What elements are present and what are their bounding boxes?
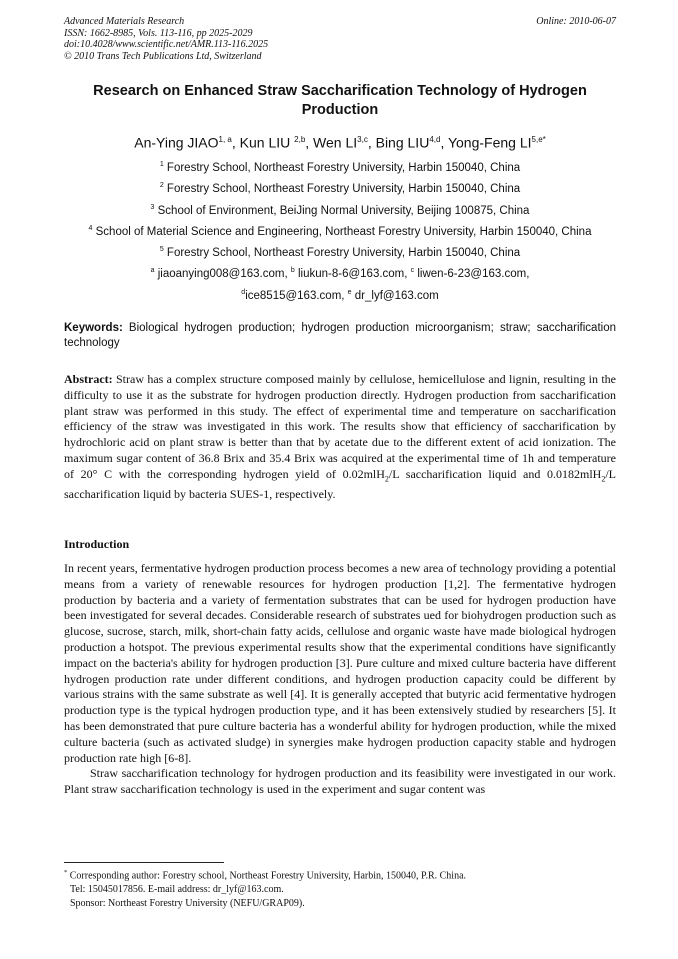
- copyright-line: © 2010 Trans Tech Publications Ltd, Switzerland: [64, 50, 262, 62]
- issn-line: ISSN: 1662-8985, Vols. 113-116, pp 2025-2029: [64, 27, 253, 39]
- affiliation: $^1$ Forestry School, Northeast Forestry University, Harbin 150040, China: [159, 161, 521, 174]
- email-link[interactable]: liwen-6-23@163.com,: [417, 268, 530, 281]
- page-header: [64, 16, 616, 62]
- affiliation-list: [58, 157, 622, 306]
- online-date: Online: 2010-06-07: [536, 16, 616, 27]
- section-heading: Introduction: [64, 537, 130, 551]
- author-name: Bing LIU: [375, 134, 430, 151]
- footnote-sponsor: Sponsor: Northeast Forestry University (NEFU/GRAP09).: [70, 898, 305, 910]
- email-link[interactable]: jiaoanying008@163.com,: [157, 268, 288, 281]
- affiliation: $^2$ Forestry School, Northeast Forestry University, Harbin 150040, China: [159, 182, 521, 196]
- author-sup: 4,d: [429, 135, 441, 144]
- footnote-corresponding: * Corresponding author: Forestry school, Northeast Forestry University, Harbin, 150040, P.R. China.: [64, 869, 467, 882]
- doi-line: doi:10.4028/www.scientific.net/AMR.113-116.2025: [64, 39, 269, 50]
- author-name: Kun LIU: [239, 134, 295, 151]
- author-name: Wen LI: [313, 134, 358, 151]
- paper-title: Research on Enhanced Straw Saccharification Technology of Hydrogen Production: [93, 83, 587, 118]
- email-link[interactable]: liukun-8-6@163.com,: [297, 268, 408, 281]
- keywords-label: Keywords:: [64, 322, 123, 334]
- journal-name: Advanced Materials Research: [64, 16, 185, 27]
- keywords: [64, 321, 616, 351]
- introduction-body: [64, 561, 616, 798]
- email-line: $^a$ jiaoanying008@163.com, $^b$ liukun-8-6@163.com, $^c$ liwen-6-23@163.com,: [150, 267, 530, 281]
- paragraph: Straw saccharification technology for hydrogen production and its feasibility were investigated in our work. Plant straw saccharification technology is used in the experiment and sugar content was: [64, 766, 616, 797]
- author-name: An-Ying JIAO: [134, 134, 219, 151]
- author-sup: 5,e*: [531, 135, 546, 144]
- affiliation: $^3$ School of Environment, BeiJing Normal University, Beijing 100875, China: [150, 203, 530, 217]
- footnote-divider: [64, 862, 224, 863]
- author-list: An-Ying JIAO$^{1, a}$, Kun LIU $^{2,b}$, Wen LI$^{3,c}$, Bing LIU$^{4,d}$, Yong-Feng $LI^{5,e*}$: [134, 134, 546, 151]
- affiliation: $^5$ Forestry School, Northeast Forestry University, Harbin 150040, China: [159, 246, 521, 260]
- email-link[interactable]: dr_lyf@163.com: [354, 289, 439, 302]
- email-link[interactable]: ice8515@163.com,: [245, 289, 345, 302]
- author-sup: 1, a: [218, 135, 232, 144]
- affiliation: $^4$ School of Material Science and Engineering, Northeast Forestry University, Harbin 150040, China: [88, 224, 592, 238]
- keywords-text: Biological hydrogen production; hydrogen production microorganism; straw; saccharification technology: [64, 322, 616, 349]
- author-sup: 2,b: [294, 135, 306, 144]
- author-name: Yong-Feng LI: [447, 134, 532, 151]
- footnotes: [64, 866, 616, 911]
- footnote-tel: Tel: 15045017856. E-mail address: dr_lyf@163.com.: [70, 884, 284, 896]
- email-line: $^d$ice8515@163.com, $^e$ dr_lyf@163.com: [241, 288, 439, 302]
- paragraph: In recent years, fermentative hydrogen production process becomes a new area of technology providing a potential means from a variety of renewable resources for hydrogen production [1,2]. The fermentative hydrogen production by bacteria and a variety of fermentation substrates that can be used for hydrogen production have been investigated for several decades. Considerable research of substrates ued for biohydrogen production such as glucose, sucrose, starch, milk, short-chain fatty acids, cellulose and organic waste have made biological hydrogen production a hotspot. The previous experimental results show that the experimental conditions have significantly impact on the bacteria's ability for hydrogen production [3]. Pure culture and mixed culture bacteria have different hydrogen production rate under different conditions, and hydrogen production capacity could be different by various strains with the same substrate as well [4]. It is generally accepted that butyric acid fermentative hydrogen production type is the typical hydrogen production type, and it has been extensively studied by researchers [5]. It has been demonstrated that pure culture bacteria has a wonderful ability for hydrogen production, while the mixed culture bacteria (such as activated sludge) in synergies make hydrogen production capacity stable and hydrogen production rate high [6-8].: [64, 561, 616, 765]
- abstract-label: Abstract:: [64, 372, 113, 386]
- author-sup: 3,c: [357, 135, 368, 144]
- abstract: Abstract: Straw has a complex structure composed mainly by cellulose, hemicellulose and lignin, resulting in the difficulty to use it as the substrate for hydrogen production directly. Hydrogen production from saccharification plant straw was performed in this study. The effect of experimental time and temperature on saccharification efficiency of the straw was investigated in this work. The results show that efficiency of saccharification by hydrochloric acid on plant straw is better than that by acetate due to the different extent of acid ionization. The maximum sugar content of 36.8 Brix and 35.4 Brix was acquired at the experimental time of 1h and temperature of 20° C with the corresponding hydrogen yield of 0.02mlH$_2$/L saccharification liquid and 0.0182mlH$_2$/L saccharification liquid by bacteria SUES-1, respectively.: [64, 372, 617, 501]
